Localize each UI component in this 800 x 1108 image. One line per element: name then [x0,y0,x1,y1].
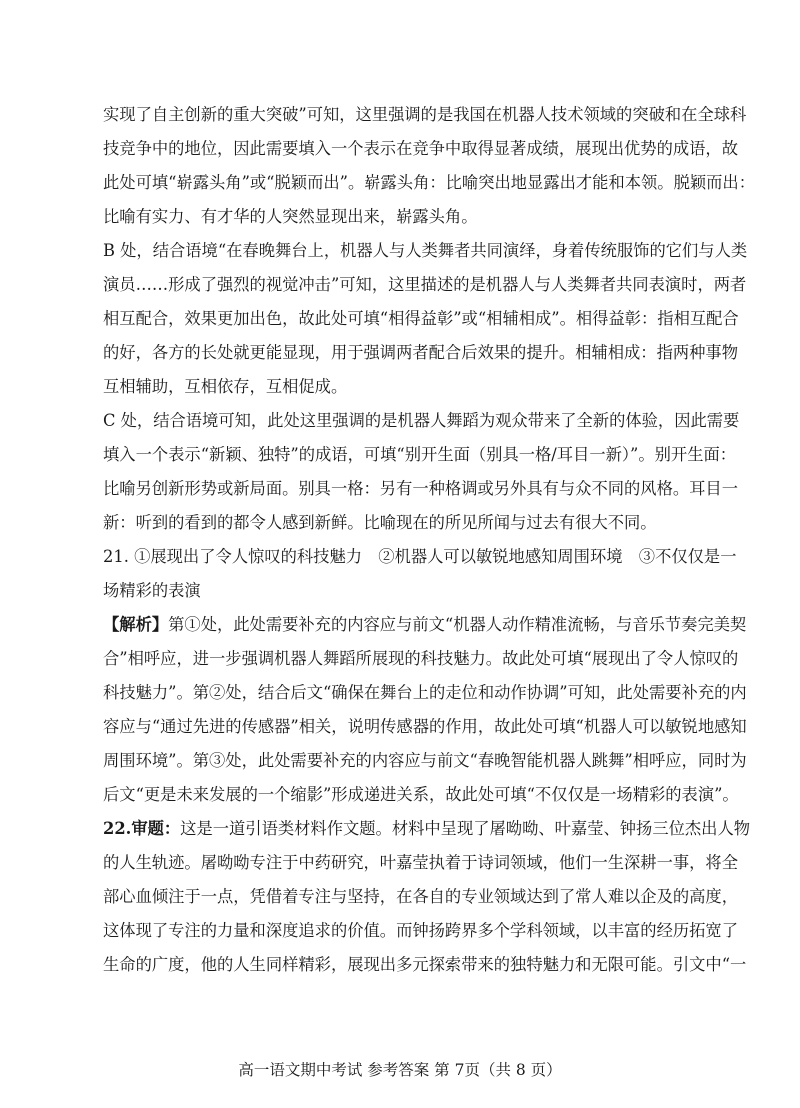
question-22-text: 这是一道引语类材料作文题。材料中呈现了屠呦呦、叶嘉莹、钟扬三位杰出人物 [180,819,751,838]
question-22-analysis [103,812,751,982]
text-line: 比喻有实力、有才华的人突然显现出来，崭露头角。 [103,207,478,226]
text-line: 实现了自主创新的重大突破”可知，这里强调的是我国在机器人技术领域的突破和在全球科 [103,105,747,124]
text-line: 比喻另创新形势或新局面。别具一格：另有一种格调或另外具有与众不同的风格。耳目一 [103,479,738,498]
analysis-text: 第①处，此处需要补充的内容应与前文“机器人动作精准流畅，与音乐节奏完美契 [168,615,747,634]
answer-body [103,98,755,982]
text-line: 这体现了专注的力量和深度追求的价值。而钟扬跨界多个学科领域，以丰富的经历拓宽了 [103,921,738,940]
analysis-label: 【解析】 [103,615,169,634]
text-line: 新：听到的看到的都令人感到新鲜。比喻现在的所见所闻与过去有很大不同。 [103,513,657,532]
text-line: 的人生轨迹。屠呦呦专注于中药研究，叶嘉莹执着于诗词领域，他们一生深耕一事，将全 [103,853,738,872]
text-line: B 处，结合语境“在春晚舞台上，机器人与人类舞者共同演绎，身着传统服饰的它们与人类 [103,241,748,260]
text-line: 的好，各方的长处就更能显现，用于强调两者配合后效果的提升。相辅相成：指两种事物 [103,343,738,362]
text-line: 生命的广度，他的人生同样精彩，展现出多元探索带来的独特魅力和无限可能。引文中“一 [103,955,747,974]
text-line: C 处，结合语境可知，此处这里强调的是机器人舞蹈为观众带来了全新的体验，因此需要 [103,411,740,430]
text-line: 部心血倾注于一点，凭借着专注与坚持，在各自的专业领域达到了常人难以企及的高度， [103,887,738,906]
question-21-answer [103,540,737,608]
text-line: 演员……形成了强烈的视觉冲击”可知，这里描述的是机器人与人类舞者共同表演时，两者 [103,275,747,294]
text-line: 后文“更是未来发展的一个缩影”形成递进关系，故此处可填“不仅仅是一场精彩的表演”。 [103,785,739,804]
text-line: 21. ①展现出了令人惊叹的科技魅力 ②机器人可以敏锐地感知周围环境 ③不仅仅是一 [103,547,737,566]
text-line [103,608,747,642]
text-line: 此处可填“崭露头角”或“脱颖而出”。崭露头角：比喻突出地显露出才能和本领。脱颖而出： [103,173,755,192]
text-line: 周围环境”。第③处，此处需要补充的内容应与前文“春晚智能机器人跳舞”相呼应，同时为 [103,751,747,770]
text-line: 技竞争中的地位，因此需要填入一个表示在竞争中取得显著成绩，展现出优势的成语，故 [103,139,738,158]
paragraph-b-explanation [103,234,748,404]
paragraph-c-explanation [103,404,740,540]
question-21-analysis [103,608,747,812]
text-line: 容应与“通过先进的传感器”相关，说明传感器的作用，故此处可填“机器人可以敏锐地感知 [103,717,747,736]
text-line: 场精彩的表演 [103,581,201,600]
question-22-label: 22.审题： [103,819,181,838]
text-line: 科技魅力”。第②处，结合后文“确保在舞台上的走位和动作协调”可知，此处需要补充的内 [103,683,747,702]
text-line: 相互配合，效果更加出色，故此处可填“相得益彰”或“相辅相成”。相得益彰：指相互配合 [103,309,739,328]
text-line: 填入一个表示“新颖、独特”的成语，可填“别开生面（别具一格/耳目一新）”。别开生面： [103,445,737,464]
text-line [103,812,751,846]
page-footer: 高一语文期中考试 参考答案 第 7页（共 8 页） [238,1061,562,1079]
paragraph-a-explanation [103,98,755,234]
text-line: 互相辅助，互相依存，互相促成。 [103,377,348,396]
text-line: 合”相呼应，进一步强调机器人舞蹈所展现的科技魅力。故此处可填“展现出了令人惊叹的 [103,649,739,668]
